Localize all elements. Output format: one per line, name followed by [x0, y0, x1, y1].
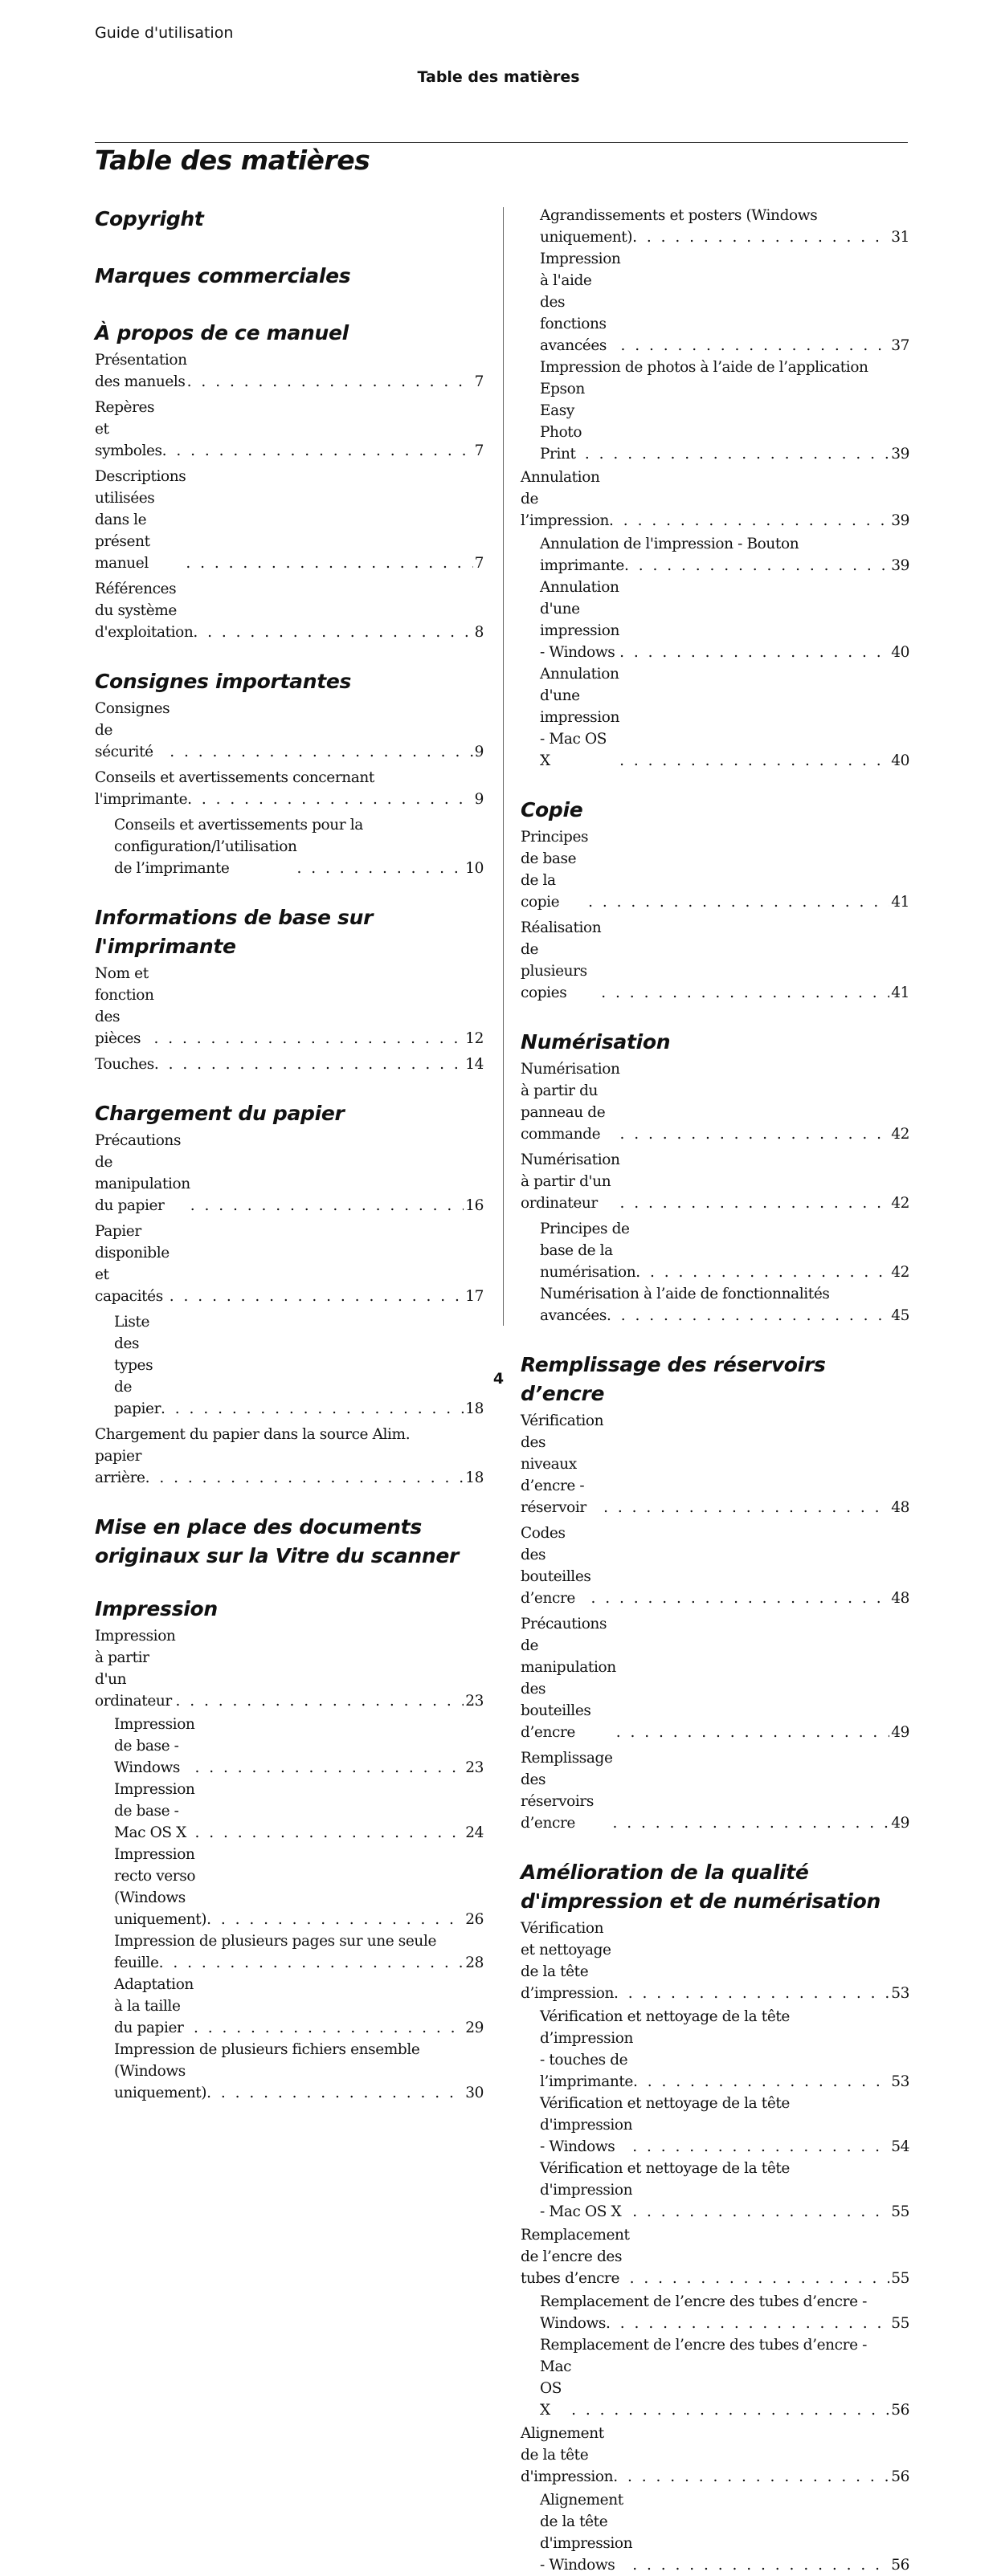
toc-entry[interactable]: Précautions de manipulation des bouteilles d’encre . . . 49	[521, 1613, 909, 1743]
toc-right-column	[521, 205, 909, 2576]
toc-entry[interactable]: Précautions de manipulation du papier . . . 16	[95, 1130, 484, 1217]
toc-heading-marques[interactable]: Marques commerciales	[95, 264, 351, 287]
toc-subentry[interactable]: Alignement de la tête d'impression - Windows . . . 56	[521, 2489, 909, 2576]
toc-entry[interactable]: Annulation de l’impression . . . 39	[521, 467, 909, 532]
toc-subentry-multiline[interactable]: Remplacement de l’encre des tubes d’encre - Windows . . . 55	[521, 2291, 909, 2334]
toc-subentry-multiline[interactable]: Impression de photos à l’aide de l’application Epson Easy Photo Print . . . 39	[521, 357, 909, 465]
toc-left-column	[95, 205, 484, 2104]
toc-subentry[interactable]: Impression recto verso (Windows uniquement) . . . 26	[95, 1844, 484, 1930]
toc-subentry-multiline[interactable]: Numérisation à l’aide de fonctionnalités avancées . . . 45	[521, 1283, 909, 1327]
toc-entry[interactable]: Vérification des niveaux d’encre - réservoir . . . 48	[521, 1410, 909, 1518]
toc-heading-chargement[interactable]: Chargement du papier	[95, 1102, 345, 1125]
toc-subentry[interactable]: Impression à l'aide des fonctions avancées . . . 37	[521, 248, 909, 357]
toc-entry[interactable]: Présentation des manuels . . . 7	[95, 349, 484, 393]
toc-heading-consignes[interactable]: Consignes importantes	[95, 670, 352, 693]
toc-entry[interactable]: Réalisation de plusieurs copies . . . 41	[521, 917, 909, 1004]
toc-subentry[interactable]: Annulation d'une impression - Windows . . . 40	[521, 577, 909, 663]
column-divider	[503, 207, 504, 1326]
toc-heading-numerisation[interactable]: Numérisation	[521, 1030, 671, 1054]
toc-entry[interactable]: Consignes de sécurité . . . 9	[95, 698, 484, 763]
toc-heading-remplissage[interactable]: Remplissage des réservoirs d’encre	[521, 1353, 826, 1405]
toc-entry[interactable]: Remplissage des réservoirs d’encre . . . 49	[521, 1747, 909, 1834]
toc-entry[interactable]: Impression à partir d'un ordinateur . . . 23	[95, 1625, 484, 1712]
toc-heading-copyright[interactable]: Copyright	[95, 207, 204, 230]
toc-entry[interactable]: Touches . . . 14	[95, 1054, 484, 1075]
toc-subentry-multiline[interactable]: Conseils et avertissements pour la configuration/l’utilisation de l’imprimante . . . 10	[95, 814, 484, 879]
toc-entry[interactable]: Numérisation à partir du panneau de commande . . . 42	[521, 1058, 909, 1145]
toc-subentry-multiline[interactable]: Impression de plusieurs pages sur une seule feuille . . . 28	[95, 1930, 484, 1974]
toc-subentry[interactable]: Principes de base de la numérisation . . . 42	[521, 1218, 909, 1283]
toc-subentry[interactable]: Liste des types de papier . . . 18	[95, 1311, 484, 1420]
toc-heading-amelioration[interactable]: Amélioration de la qualité d'impression et de numérisation	[521, 1861, 881, 1913]
toc-subentry[interactable]: Impression de base - Windows . . . 23	[95, 1714, 484, 1779]
toc-entry[interactable]: Remplacement de l’encre des tubes d’encre . . . 55	[521, 2224, 909, 2289]
toc-entry[interactable]: Nom et fonction des pièces . . . 12	[95, 963, 484, 1050]
toc-subentry-multiline[interactable]: Impression de plusieurs fichiers ensemble (Windows uniquement) . . . 30	[95, 2039, 484, 2104]
toc-entry[interactable]: Principes de base de la copie . . . 41	[521, 826, 909, 913]
toc-entry[interactable]: Numérisation à partir d'un ordinateur . . . 42	[521, 1149, 909, 1214]
toc-entry[interactable]: Descriptions utilisées dans le présent manuel . . . 7	[95, 466, 484, 574]
running-header: Guide d'utilisation	[95, 24, 234, 42]
toc-subentry-multiline[interactable]: Annulation de l'impression - Bouton imprimante . . . 39	[521, 533, 909, 577]
toc-entry-multiline[interactable]: Chargement du papier dans la source Alim. papier arrière . . . 18	[95, 1424, 484, 1489]
toc-entry[interactable]: Papier disponible et capacités . . . 17	[95, 1221, 484, 1307]
toc-subentry[interactable]: Annulation d'une impression - Mac OS X . . . 40	[521, 663, 909, 772]
toc-entry[interactable]: Références du système d'exploitation . . . 8	[95, 578, 484, 643]
toc-entry[interactable]: Codes des bouteilles d’encre . . . 48	[521, 1522, 909, 1609]
toc-entry[interactable]: Repères et symboles . . . 7	[95, 397, 484, 462]
toc-subentry-multiline[interactable]: Agrandissements et posters (Windows uniquement) . . . 31	[521, 205, 909, 248]
toc-subentry-multiline[interactable]: Vérification et nettoyage de la tête d'impression - Mac OS X . . . 55	[521, 2158, 909, 2223]
toc-heading-infos[interactable]: Informations de base sur l'imprimante	[95, 906, 374, 958]
toc-heading-copie[interactable]: Copie	[521, 798, 583, 821]
toc-entry[interactable]: Vérification et nettoyage de la tête d’impression . . . 53	[521, 1918, 909, 2004]
toc-heading-apropos[interactable]: À propos de ce manuel	[95, 321, 349, 344]
toc-subentry-multiline[interactable]: Vérification et nettoyage de la tête d’impression - touches de l’imprimante . . . 53	[521, 2006, 909, 2093]
section-header: Table des matières	[417, 68, 580, 86]
toc-entry-multiline[interactable]: Conseils et avertissements concernant l'imprimante . . . 9	[95, 767, 484, 810]
toc-subentry[interactable]: Adaptation à la taille du papier . . . 29	[95, 1974, 484, 2039]
toc-subentry[interactable]: Impression de base - Mac OS X . . . 24	[95, 1779, 484, 1844]
toc-subentry-multiline[interactable]: Remplacement de l’encre des tubes d’encre - Mac OS X . . . 56	[521, 2334, 909, 2421]
page-title: Table des matières	[95, 145, 370, 176]
header-rule	[95, 142, 908, 143]
toc-subentry-multiline[interactable]: Vérification et nettoyage de la tête d'impression - Windows . . . 54	[521, 2093, 909, 2158]
page-number: 4	[492, 1370, 505, 1388]
toc-entry[interactable]: Alignement de la tête d'impression . . . 56	[521, 2423, 909, 2488]
toc-heading-impression[interactable]: Impression	[95, 1597, 218, 1620]
toc-heading-miseplace[interactable]: Mise en place des documents originaux sur la Vitre du scanner	[95, 1515, 460, 1567]
